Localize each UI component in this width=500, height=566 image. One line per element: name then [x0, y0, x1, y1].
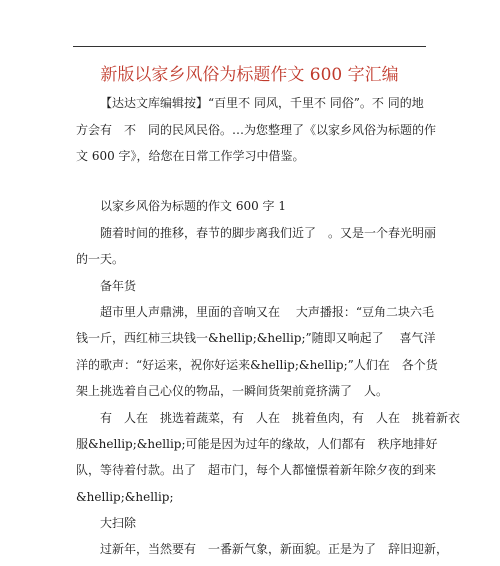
editor-note-line-1: 【达达文库编辑按】“百里不 同风，千里不 同俗”。不 同的地: [100, 96, 424, 110]
document-title: 新版以家乡风俗为标题作文 600 字汇编: [100, 65, 399, 85]
paragraph-line: 架上挑选着自己心仪的物品，一瞬间货架前竟挤满了 人。: [76, 384, 389, 398]
paragraph-line: &hellip;&hellip;: [76, 490, 174, 504]
editor-note-line-3: 文 600 字》，给您在日常工作学习中借鉴。: [76, 149, 305, 163]
essay-heading: 以家乡风俗为标题的作文 600 字 1: [100, 199, 286, 213]
paragraph-line: 洋的歌声：“好运来，祝你好运来&hellip;&hellip;”人们在 各个货: [76, 358, 438, 372]
paragraph-line: 过新年，当然要有 一番新气象，新面貌。正是为了 辞旧迎新，: [100, 542, 449, 556]
paragraph-line: 服&hellip;&hellip;可能是因为过年的缘故，人们都有 秩序地排好: [76, 437, 438, 451]
paragraph-line: 随着时间的推移，春节的脚步离我们近了 。又是一个春光明丽: [100, 226, 437, 240]
paragraph-line: 队，等待着付款。出了 超市门，每个人都憧憬着新年除夕夜的到来: [76, 463, 437, 477]
paragraph-line: 钱一斤，西红柿三块钱一&hellip;&hellip;”随即又响起了 喜气洋: [76, 331, 436, 345]
editor-note-line-2: 方会有 不 同的民风民俗。…为您整理了《以家乡风俗为标题的作: [76, 123, 437, 137]
paragraph-line: 超市里人声鼎沸，里面的音响又在 大声播报：“豆角二块六毛: [100, 305, 434, 319]
paragraph-line: 有 人在 挑选着蔬菜，有 人在 挑着鱼肉，有 人在 挑着新衣: [100, 411, 461, 425]
header-rule: [73, 46, 426, 47]
paragraph-line: 的一天。: [76, 252, 125, 266]
section-heading-nianhuo: 备年货: [100, 279, 137, 293]
section-heading-dasaochu: 大扫除: [100, 516, 137, 530]
